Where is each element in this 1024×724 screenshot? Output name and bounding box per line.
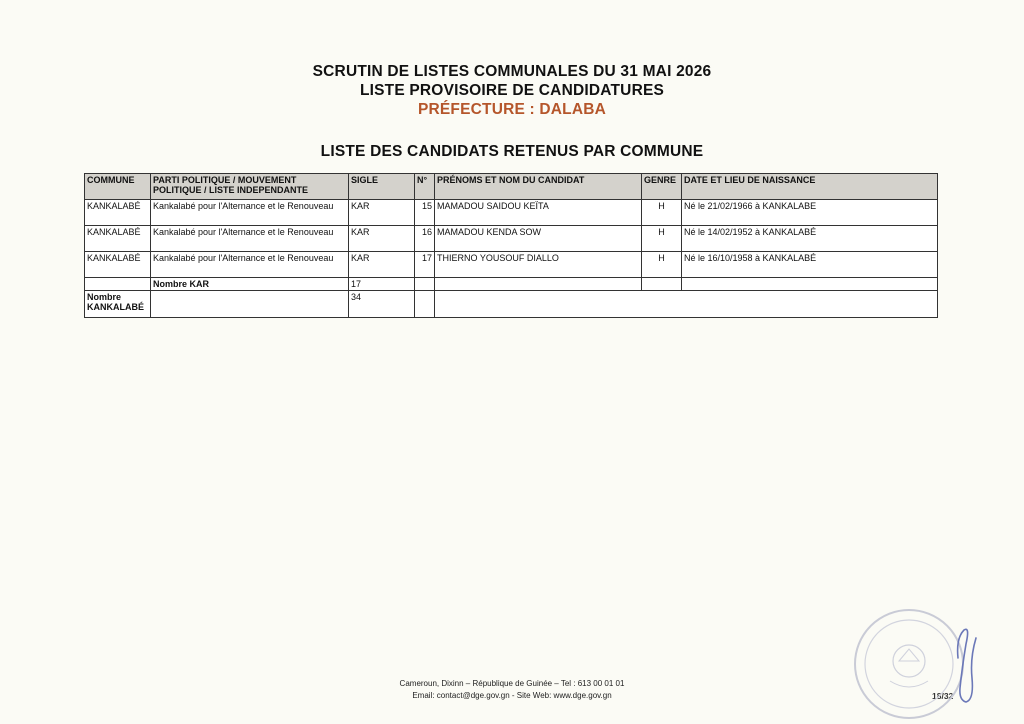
table-row bbox=[85, 252, 938, 278]
section-title: LISTE DES CANDIDATS RETENUS PAR COMMUNE bbox=[320, 143, 704, 160]
total-empty-cell bbox=[151, 291, 349, 318]
column-header-commune: COMMUNE bbox=[85, 174, 151, 200]
cell-numero: 16 bbox=[415, 226, 435, 252]
subtotal-value: 17 bbox=[349, 278, 415, 291]
table-header-row bbox=[85, 174, 938, 200]
signature-icon bbox=[952, 618, 982, 708]
cell-commune: KANKALABÉ bbox=[85, 226, 151, 252]
official-stamp-icon bbox=[850, 605, 968, 723]
cell-sigle: KAR bbox=[349, 252, 415, 278]
cell-nom: THIERNO YOUSOUF DIALLO bbox=[435, 252, 642, 278]
cell-sigle: KAR bbox=[349, 226, 415, 252]
subtotal-empty-cell bbox=[85, 278, 151, 291]
cell-parti: Kankalabé pour l'Alternance et le Renouveau bbox=[151, 200, 349, 226]
total-empty-cell bbox=[435, 291, 938, 318]
subtotal-empty-cell bbox=[435, 278, 642, 291]
table-row bbox=[85, 200, 938, 226]
cell-naissance: Né le 14/02/1952 à KANKALABÉ bbox=[682, 226, 938, 252]
cell-sigle: KAR bbox=[349, 200, 415, 226]
cell-commune: KANKALABÉ bbox=[85, 252, 151, 278]
prefecture-heading: PRÉFECTURE : DALABA bbox=[417, 101, 607, 118]
subtotal-row bbox=[85, 278, 938, 291]
page-number: 18/32 bbox=[932, 691, 954, 701]
column-header-parti: PARTI POLITIQUE / MOUVEMENT POLITIQUE / LISTE INDEPENDANTE bbox=[151, 174, 349, 200]
subtotal-empty-cell bbox=[642, 278, 682, 291]
subtotal-label: Nombre KAR bbox=[151, 278, 349, 291]
document-title: SCRUTIN DE LISTES COMMUNALES DU 31 MAI 2026 bbox=[312, 63, 712, 80]
footer-contact: Email: contact@dge.gov.gn - Site Web: www.dge.gov.gn bbox=[412, 691, 612, 700]
cell-parti: Kankalabé pour l'Alternance et le Renouveau bbox=[151, 226, 349, 252]
cell-numero: 15 bbox=[415, 200, 435, 226]
table-row bbox=[85, 226, 938, 252]
cell-naissance: Né le 21/02/1966 à KANKALABE bbox=[682, 200, 938, 226]
total-value: 34 bbox=[349, 291, 415, 318]
cell-genre: H bbox=[642, 252, 682, 278]
total-empty-cell bbox=[415, 291, 435, 318]
candidates-table bbox=[84, 173, 938, 318]
total-row bbox=[85, 291, 938, 318]
cell-nom: MAMADOU KENDA SOW bbox=[435, 226, 642, 252]
total-label: Nombre KANKALABÉ bbox=[85, 291, 151, 318]
cell-genre: H bbox=[642, 226, 682, 252]
cell-commune: KANKALABÉ bbox=[85, 200, 151, 226]
document-subtitle: LISTE PROVISOIRE DE CANDIDATURES bbox=[359, 82, 665, 99]
cell-numero: 17 bbox=[415, 252, 435, 278]
cell-genre: H bbox=[642, 200, 682, 226]
column-header-genre: GENRE bbox=[642, 174, 682, 200]
subtotal-empty-cell bbox=[415, 278, 435, 291]
footer-address: Cameroun, Dixinn – République de Guinée – Tel : 613 00 01 01 bbox=[399, 679, 625, 688]
column-header-numero: N° bbox=[415, 174, 435, 200]
cell-parti: Kankalabé pour l'Alternance et le Renouveau bbox=[151, 252, 349, 278]
cell-naissance: Né le 16/10/1958 à KANKALABÉ bbox=[682, 252, 938, 278]
column-header-nom: PRÉNOMS ET NOM DU CANDIDAT bbox=[435, 174, 642, 200]
column-header-naissance: DATE ET LIEU DE NAISSANCE bbox=[682, 174, 938, 200]
document-header bbox=[0, 62, 1024, 119]
column-header-sigle: SIGLE bbox=[349, 174, 415, 200]
cell-nom: MAMADOU SAIDOU KEÏTA bbox=[435, 200, 642, 226]
subtotal-empty-cell bbox=[682, 278, 938, 291]
